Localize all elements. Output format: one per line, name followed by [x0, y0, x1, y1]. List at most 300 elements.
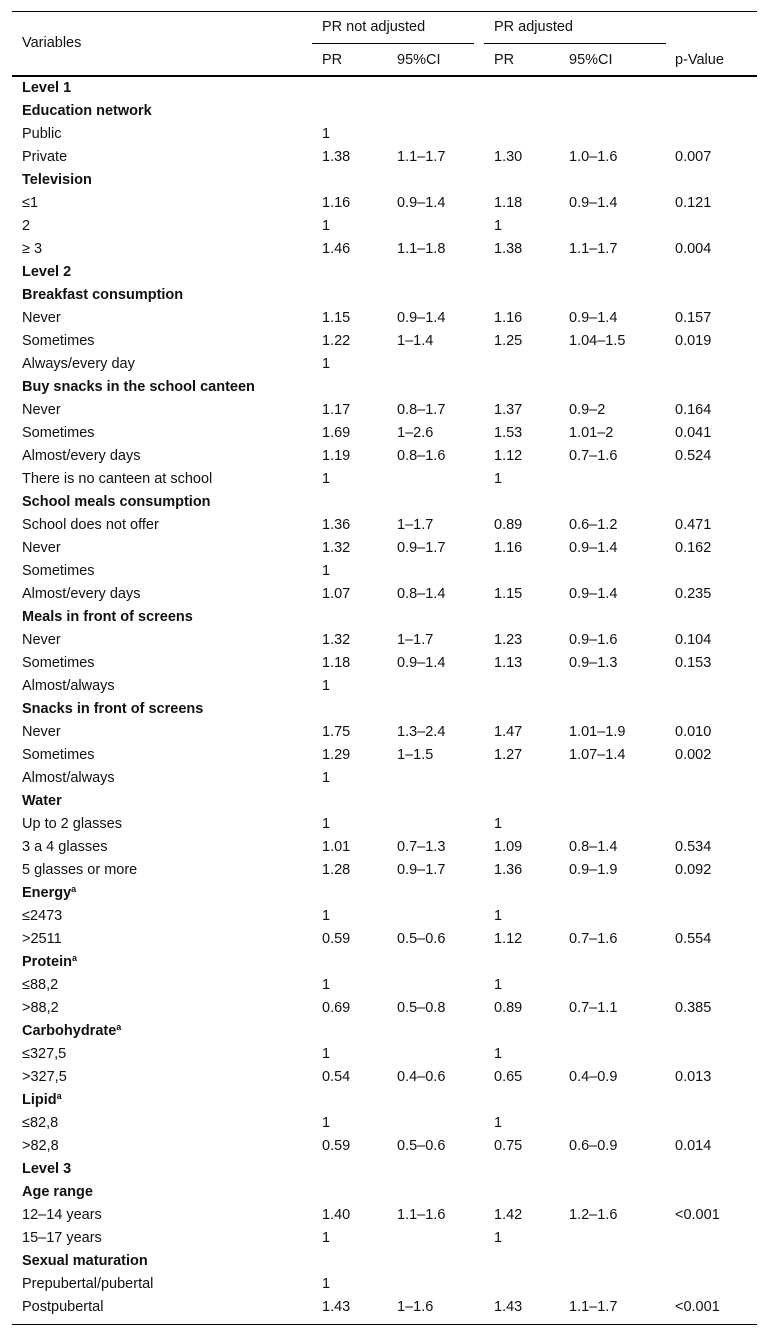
pr-adjusted: [494, 744, 522, 767]
pr-not-adjusted: [322, 1296, 350, 1319]
variable-label-text: There is no canteen at school: [22, 471, 213, 487]
ci-adjusted-text: 1.01–2: [569, 425, 614, 441]
ci-adjusted-text: 0.8–1.4: [569, 839, 618, 855]
table-row: [12, 813, 757, 836]
pr-adjusted-text: 1.36: [494, 862, 523, 878]
ci-adjusted-text: 0.9–1.4: [569, 310, 618, 326]
pr-adjusted-text: 1.18: [494, 195, 523, 211]
ci-not-adjusted: [397, 836, 445, 859]
variable-label: [22, 261, 71, 284]
variable-label: [22, 445, 140, 468]
pr-not-adjusted-text: 1: [322, 126, 331, 142]
pr-not-adjusted-text: 1: [322, 1115, 331, 1131]
variable-label: [22, 215, 30, 238]
p-value-text: 0.157: [675, 310, 712, 326]
ci-not-adjusted-text: 0.8–1.4: [397, 586, 446, 602]
table-row: [12, 1066, 757, 1089]
variable-label: [22, 123, 62, 146]
table-row: [12, 1135, 757, 1158]
header-ci-2: 95%CI: [569, 52, 613, 68]
ci-not-adjusted-text: 1.1–1.8: [397, 241, 446, 257]
pr-adjusted-text: 1.42: [494, 1207, 523, 1223]
variable-label-text: ≤82,8: [22, 1115, 59, 1131]
p-value: [675, 445, 711, 468]
ci-not-adjusted-text: 1.3–2.4: [397, 724, 446, 740]
p-value: [675, 399, 711, 422]
p-value: [675, 238, 711, 261]
ci-adjusted: [569, 422, 613, 445]
variable-label: [22, 721, 61, 744]
ci-not-adjusted: [397, 399, 445, 422]
table-row: [12, 422, 757, 445]
ci-adjusted: [569, 652, 617, 675]
variable-label-text: Always/every day: [22, 356, 135, 372]
pr-not-adjusted-text: 1.15: [322, 310, 351, 326]
pr-adjusted-text: 1.13: [494, 655, 523, 671]
ci-adjusted-text: 1.0–1.6: [569, 149, 618, 165]
variable-label-text: Sometimes: [22, 747, 95, 763]
variable-label-text: Television: [22, 172, 92, 188]
pr-not-adjusted: [322, 399, 350, 422]
pr-not-adjusted-text: 1.28: [322, 862, 351, 878]
pr-adjusted-text: 1.30: [494, 149, 523, 165]
ci-adjusted-text: 0.9–1.4: [569, 195, 618, 211]
variable-label: [22, 652, 95, 675]
pr-adjusted-text: 1: [494, 977, 503, 993]
header-ci-1: 95%CI: [397, 52, 441, 68]
variable-label: [22, 537, 61, 560]
ci-not-adjusted: [397, 1204, 445, 1227]
ci-not-adjusted-text: 0.9–1.4: [397, 195, 446, 211]
p-value: [675, 146, 711, 169]
pr-not-adjusted: [322, 537, 350, 560]
ci-adjusted-text: 1.1–1.7: [569, 1299, 618, 1315]
pr-not-adjusted-text: 1.17: [322, 402, 351, 418]
table-row: [12, 445, 757, 468]
variable-label-text: Carbohydrate: [22, 1023, 117, 1039]
variable-label: [22, 422, 95, 445]
pr-adjusted-text: 0.75: [494, 1138, 523, 1154]
pr-not-adjusted: [322, 997, 350, 1020]
table-row: [12, 468, 757, 491]
ci-not-adjusted: [397, 537, 445, 560]
ci-adjusted: [569, 836, 617, 859]
variable-label-text: Private: [22, 149, 68, 165]
variable-label-text: Age range: [22, 1184, 93, 1200]
ci-not-adjusted: [397, 721, 445, 744]
pr-adjusted-text: 1.15: [494, 586, 523, 602]
pr-not-adjusted-text: 1: [322, 678, 331, 694]
pr-adjusted-text: 1.16: [494, 540, 523, 556]
variable-label-text: Level 1: [22, 80, 72, 96]
variable-label: [22, 330, 95, 353]
ci-adjusted: [569, 744, 625, 767]
ci-not-adjusted-text: 0.5–0.6: [397, 931, 446, 947]
variable-label-text: Sometimes: [22, 425, 95, 441]
ci-not-adjusted: [397, 583, 445, 606]
ci-adjusted-text: 1.07–1.4: [569, 747, 626, 763]
header-pr-2: PR: [494, 52, 515, 68]
variable-label-text: Postpubertal: [22, 1299, 104, 1315]
variable-label-text: 3 a 4 glasses: [22, 839, 108, 855]
variable-label-text: Meals in front of screens: [22, 609, 193, 625]
variable-label: [22, 1089, 62, 1112]
variable-label: [22, 698, 203, 721]
variable-label-text: Sometimes: [22, 333, 95, 349]
variable-label: [22, 813, 122, 836]
p-value-text: 0.471: [675, 517, 712, 533]
variable-label: [22, 744, 95, 767]
variable-label: [22, 1296, 103, 1319]
p-value-text: 0.004: [675, 241, 712, 257]
pr-not-adjusted-text: 1: [322, 977, 331, 993]
pr-adjusted: [494, 1204, 522, 1227]
section-header-row: [12, 1181, 757, 1204]
variable-label: [22, 146, 67, 169]
variable-label-text: Never: [22, 310, 61, 326]
p-value-text: 0.554: [675, 931, 712, 947]
pr-adjusted: [494, 1112, 502, 1135]
variable-label: [22, 100, 152, 123]
pr-not-adjusted-text: 1.16: [322, 195, 351, 211]
variable-label: [22, 1273, 153, 1296]
variable-label: [22, 606, 193, 629]
variable-label-text: Snacks in front of screens: [22, 701, 204, 717]
section-header-row: [12, 698, 757, 721]
pr-adjusted-text: 0.89: [494, 517, 523, 533]
variable-label-text: Almost/every days: [22, 586, 141, 602]
table-row: [12, 215, 757, 238]
ci-adjusted: [569, 537, 617, 560]
pr-not-adjusted-text: 1.18: [322, 655, 351, 671]
ci-adjusted: [569, 583, 617, 606]
pr-adjusted: [494, 1043, 502, 1066]
pr-adjusted: [494, 537, 522, 560]
pr-not-adjusted-text: 1: [322, 816, 331, 832]
p-value: [675, 192, 711, 215]
pr-not-adjusted-text: 1.32: [322, 632, 351, 648]
pr-not-adjusted-text: 1.29: [322, 747, 351, 763]
pr-adjusted-text: 0.89: [494, 1000, 523, 1016]
pr-adjusted-text: 1.12: [494, 448, 523, 464]
table-row: [12, 146, 757, 169]
table-row: [12, 123, 757, 146]
ci-adjusted-text: 0.9–1.9: [569, 862, 618, 878]
table-row: [12, 997, 757, 1020]
variable-label: [22, 1250, 148, 1273]
ci-not-adjusted-text: 1.1–1.7: [397, 149, 446, 165]
variable-label: [22, 1181, 93, 1204]
ci-not-adjusted-text: 0.8–1.7: [397, 402, 446, 418]
pr-not-adjusted: [322, 514, 350, 537]
pr-adjusted-text: 1: [494, 816, 503, 832]
section-header-row: [12, 1020, 757, 1043]
p-value-text: 0.534: [675, 839, 712, 855]
pr-not-adjusted-text: 1: [322, 1230, 331, 1246]
variable-label-text: Water: [22, 793, 62, 809]
pr-adjusted-text: 1.25: [494, 333, 523, 349]
variable-label: [22, 77, 71, 100]
ci-adjusted-text: 1.04–1.5: [569, 333, 626, 349]
header-pr-adjusted: PR adjusted: [494, 19, 573, 35]
top-rule: [12, 11, 757, 12]
table-row: [12, 675, 757, 698]
pr-not-adjusted: [322, 813, 330, 836]
table-row: [12, 744, 757, 767]
variable-label-text: Education network: [22, 103, 152, 119]
pr-adjusted-text: 1.16: [494, 310, 523, 326]
header-pr-1: PR: [322, 52, 343, 68]
pr-not-adjusted-text: 0.54: [322, 1069, 351, 1085]
pr-adjusted: [494, 629, 522, 652]
pr-adjusted-text: 1: [494, 908, 503, 924]
pr-adjusted-text: 1: [494, 1115, 503, 1131]
variable-label: [22, 882, 76, 905]
ci-not-adjusted: [397, 514, 433, 537]
pr-adjusted: [494, 1066, 522, 1089]
group-underline-not-adjusted: [312, 43, 474, 44]
pr-not-adjusted-text: 1: [322, 563, 331, 579]
pr-not-adjusted: [322, 928, 350, 951]
p-value-text: 0.041: [675, 425, 712, 441]
variable-label: [22, 284, 183, 307]
pr-adjusted: [494, 1135, 522, 1158]
pr-adjusted-text: 1.38: [494, 241, 523, 257]
pr-not-adjusted-text: 1.22: [322, 333, 351, 349]
variable-label-text: Public: [22, 126, 62, 142]
pr-not-adjusted-text: 1: [322, 218, 331, 234]
ci-not-adjusted-text: 0.9–1.7: [397, 540, 446, 556]
ci-adjusted: [569, 721, 625, 744]
ci-adjusted: [569, 445, 617, 468]
p-value: [675, 1204, 720, 1227]
variable-label: [22, 675, 115, 698]
ci-not-adjusted-text: 1.1–1.6: [397, 1207, 446, 1223]
variable-label: [22, 468, 212, 491]
variable-label-text: 5 glasses or more: [22, 862, 138, 878]
pr-adjusted: [494, 422, 522, 445]
pr-not-adjusted-text: 1.46: [322, 241, 351, 257]
ci-adjusted: [569, 1066, 617, 1089]
variable-label-text: Protein: [22, 954, 72, 970]
pr-adjusted: [494, 330, 522, 353]
variable-label-text: >82,8: [22, 1138, 59, 1154]
p-value-text: 0.164: [675, 402, 712, 418]
ci-not-adjusted-text: 0.5–0.6: [397, 1138, 446, 1154]
pr-not-adjusted: [322, 330, 350, 353]
p-value-text: 0.121: [675, 195, 712, 211]
p-value-text: 0.162: [675, 540, 712, 556]
p-value: [675, 721, 711, 744]
ci-not-adjusted-text: 1–1.7: [397, 517, 434, 533]
ci-adjusted-text: 1.01–1.9: [569, 724, 626, 740]
pr-not-adjusted: [322, 583, 350, 606]
section-header-row: [12, 1089, 757, 1112]
variable-label: [22, 238, 42, 261]
p-value-text: 0.019: [675, 333, 712, 349]
p-value-text: 0.385: [675, 1000, 712, 1016]
pr-adjusted: [494, 813, 502, 836]
ci-not-adjusted-text: 0.4–0.6: [397, 1069, 446, 1085]
ci-not-adjusted-text: 1–1.5: [397, 747, 434, 763]
pr-adjusted-text: 1.53: [494, 425, 523, 441]
ci-not-adjusted: [397, 629, 433, 652]
pr-adjusted: [494, 399, 522, 422]
p-value-text: 0.092: [675, 862, 712, 878]
variable-label: [22, 905, 62, 928]
pr-adjusted-text: 1.27: [494, 747, 523, 763]
table-row: [12, 859, 757, 882]
ci-adjusted: [569, 146, 617, 169]
variable-label-text: Up to 2 glasses: [22, 816, 122, 832]
variable-label-text: ≥ 3: [22, 241, 43, 257]
variable-label: [22, 1227, 102, 1250]
pr-adjusted-text: 1.47: [494, 724, 523, 740]
ci-not-adjusted-text: 0.7–1.3: [397, 839, 446, 855]
pr-not-adjusted: [322, 422, 350, 445]
table-row: [12, 192, 757, 215]
p-value-text: 0.007: [675, 149, 712, 165]
pr-adjusted: [494, 583, 522, 606]
variable-label-text: School does not offer: [22, 517, 159, 533]
ci-not-adjusted: [397, 146, 445, 169]
pr-not-adjusted-text: 1.75: [322, 724, 351, 740]
pr-adjusted: [494, 514, 522, 537]
pr-not-adjusted: [322, 1043, 330, 1066]
variable-label: [22, 859, 137, 882]
p-value-text: 0.235: [675, 586, 712, 602]
variable-label-text: Sexual maturation: [22, 1253, 148, 1269]
ci-not-adjusted: [397, 997, 445, 1020]
section-header-row: [12, 169, 757, 192]
p-value: [675, 1066, 711, 1089]
pr-adjusted-text: 1: [494, 218, 503, 234]
section-header-row: [12, 1250, 757, 1273]
variable-label-text: Almost/always: [22, 770, 115, 786]
variable-label-text: ≤1: [22, 195, 39, 211]
p-value: [675, 583, 711, 606]
variable-label-text: Almost/always: [22, 678, 115, 694]
pr-not-adjusted: [322, 859, 350, 882]
p-value: [675, 629, 711, 652]
pr-not-adjusted: [322, 353, 330, 376]
p-value: [675, 1296, 720, 1319]
variable-label: [22, 1043, 66, 1066]
section-header-row: [12, 1158, 757, 1181]
ci-adjusted-text: 0.9–1.4: [569, 586, 618, 602]
pr-not-adjusted-text: 1: [322, 471, 331, 487]
variable-label: [22, 629, 61, 652]
table-row: [12, 974, 757, 997]
ci-adjusted-text: 0.9–1.3: [569, 655, 618, 671]
pr-not-adjusted: [322, 1066, 350, 1089]
ci-adjusted: [569, 859, 617, 882]
pr-not-adjusted: [322, 192, 350, 215]
ci-not-adjusted: [397, 859, 445, 882]
pr-not-adjusted-text: 0.59: [322, 931, 351, 947]
pr-adjusted: [494, 192, 522, 215]
pr-not-adjusted-text: 1.19: [322, 448, 351, 464]
pr-not-adjusted: [322, 629, 350, 652]
p-value-text: 0.524: [675, 448, 712, 464]
variable-label-text: >88,2: [22, 1000, 59, 1016]
variable-label: [22, 560, 95, 583]
variable-label: [22, 974, 58, 997]
pr-not-adjusted: [322, 652, 350, 675]
ci-not-adjusted: [397, 744, 433, 767]
pr-not-adjusted-text: 1.32: [322, 540, 351, 556]
variable-label-text: Level 3: [22, 1161, 72, 1177]
pr-adjusted: [494, 836, 522, 859]
table-row: [12, 652, 757, 675]
ci-adjusted: [569, 928, 617, 951]
pr-adjusted-text: 1.09: [494, 839, 523, 855]
ci-adjusted: [569, 514, 617, 537]
ci-adjusted-text: 0.9–1.6: [569, 632, 618, 648]
variable-label-text: Level 2: [22, 264, 72, 280]
variable-label-text: Buy snacks in the school canteen: [22, 379, 255, 395]
p-value: [675, 859, 711, 882]
pr-not-adjusted: [322, 146, 350, 169]
variable-label: [22, 1112, 58, 1135]
pr-adjusted: [494, 905, 502, 928]
pr-adjusted-text: 1.37: [494, 402, 523, 418]
ci-adjusted-text: 0.6–1.2: [569, 517, 618, 533]
pr-adjusted-text: 1.23: [494, 632, 523, 648]
pr-adjusted: [494, 215, 502, 238]
pr-not-adjusted: [322, 1135, 350, 1158]
pr-adjusted: [494, 445, 522, 468]
variable-label-text: Never: [22, 632, 61, 648]
pr-not-adjusted: [322, 675, 330, 698]
p-value: [675, 928, 711, 951]
pr-not-adjusted: [322, 721, 350, 744]
table-row: [12, 1112, 757, 1135]
variable-label: [22, 192, 38, 215]
ci-not-adjusted: [397, 1135, 445, 1158]
ci-not-adjusted-text: 0.9–1.4: [397, 655, 446, 671]
pr-not-adjusted-text: 1.01: [322, 839, 351, 855]
pr-adjusted-text: 1: [494, 1230, 503, 1246]
ci-not-adjusted-text: 1–1.7: [397, 632, 434, 648]
header-p-value: p-Value: [675, 52, 724, 68]
pr-adjusted-text: 1: [494, 471, 503, 487]
pr-adjusted-text: 1.12: [494, 931, 523, 947]
table-row: [12, 583, 757, 606]
pr-not-adjusted-text: 1.40: [322, 1207, 351, 1223]
pr-not-adjusted-text: 0.69: [322, 1000, 351, 1016]
pr-not-adjusted-text: 1.38: [322, 149, 351, 165]
table-row: [12, 1296, 757, 1319]
ci-not-adjusted: [397, 445, 445, 468]
pr-adjusted: [494, 859, 522, 882]
section-header-row: [12, 284, 757, 307]
variable-label-text: Energy: [22, 885, 72, 901]
variable-label: [22, 583, 140, 606]
variable-label: [22, 928, 62, 951]
pr-not-adjusted-text: 1: [322, 770, 331, 786]
variable-label-text: Breakfast consumption: [22, 287, 184, 303]
ci-not-adjusted-text: 0.5–0.8: [397, 1000, 446, 1016]
footnote-marker: a: [56, 1091, 62, 1101]
ci-adjusted: [569, 330, 625, 353]
variable-label: [22, 790, 62, 813]
p-value-text: 0.002: [675, 747, 712, 763]
ci-adjusted-text: 0.6–0.9: [569, 1138, 618, 1154]
table-row: [12, 928, 757, 951]
table-row: [12, 1043, 757, 1066]
variable-label-text: Never: [22, 402, 61, 418]
